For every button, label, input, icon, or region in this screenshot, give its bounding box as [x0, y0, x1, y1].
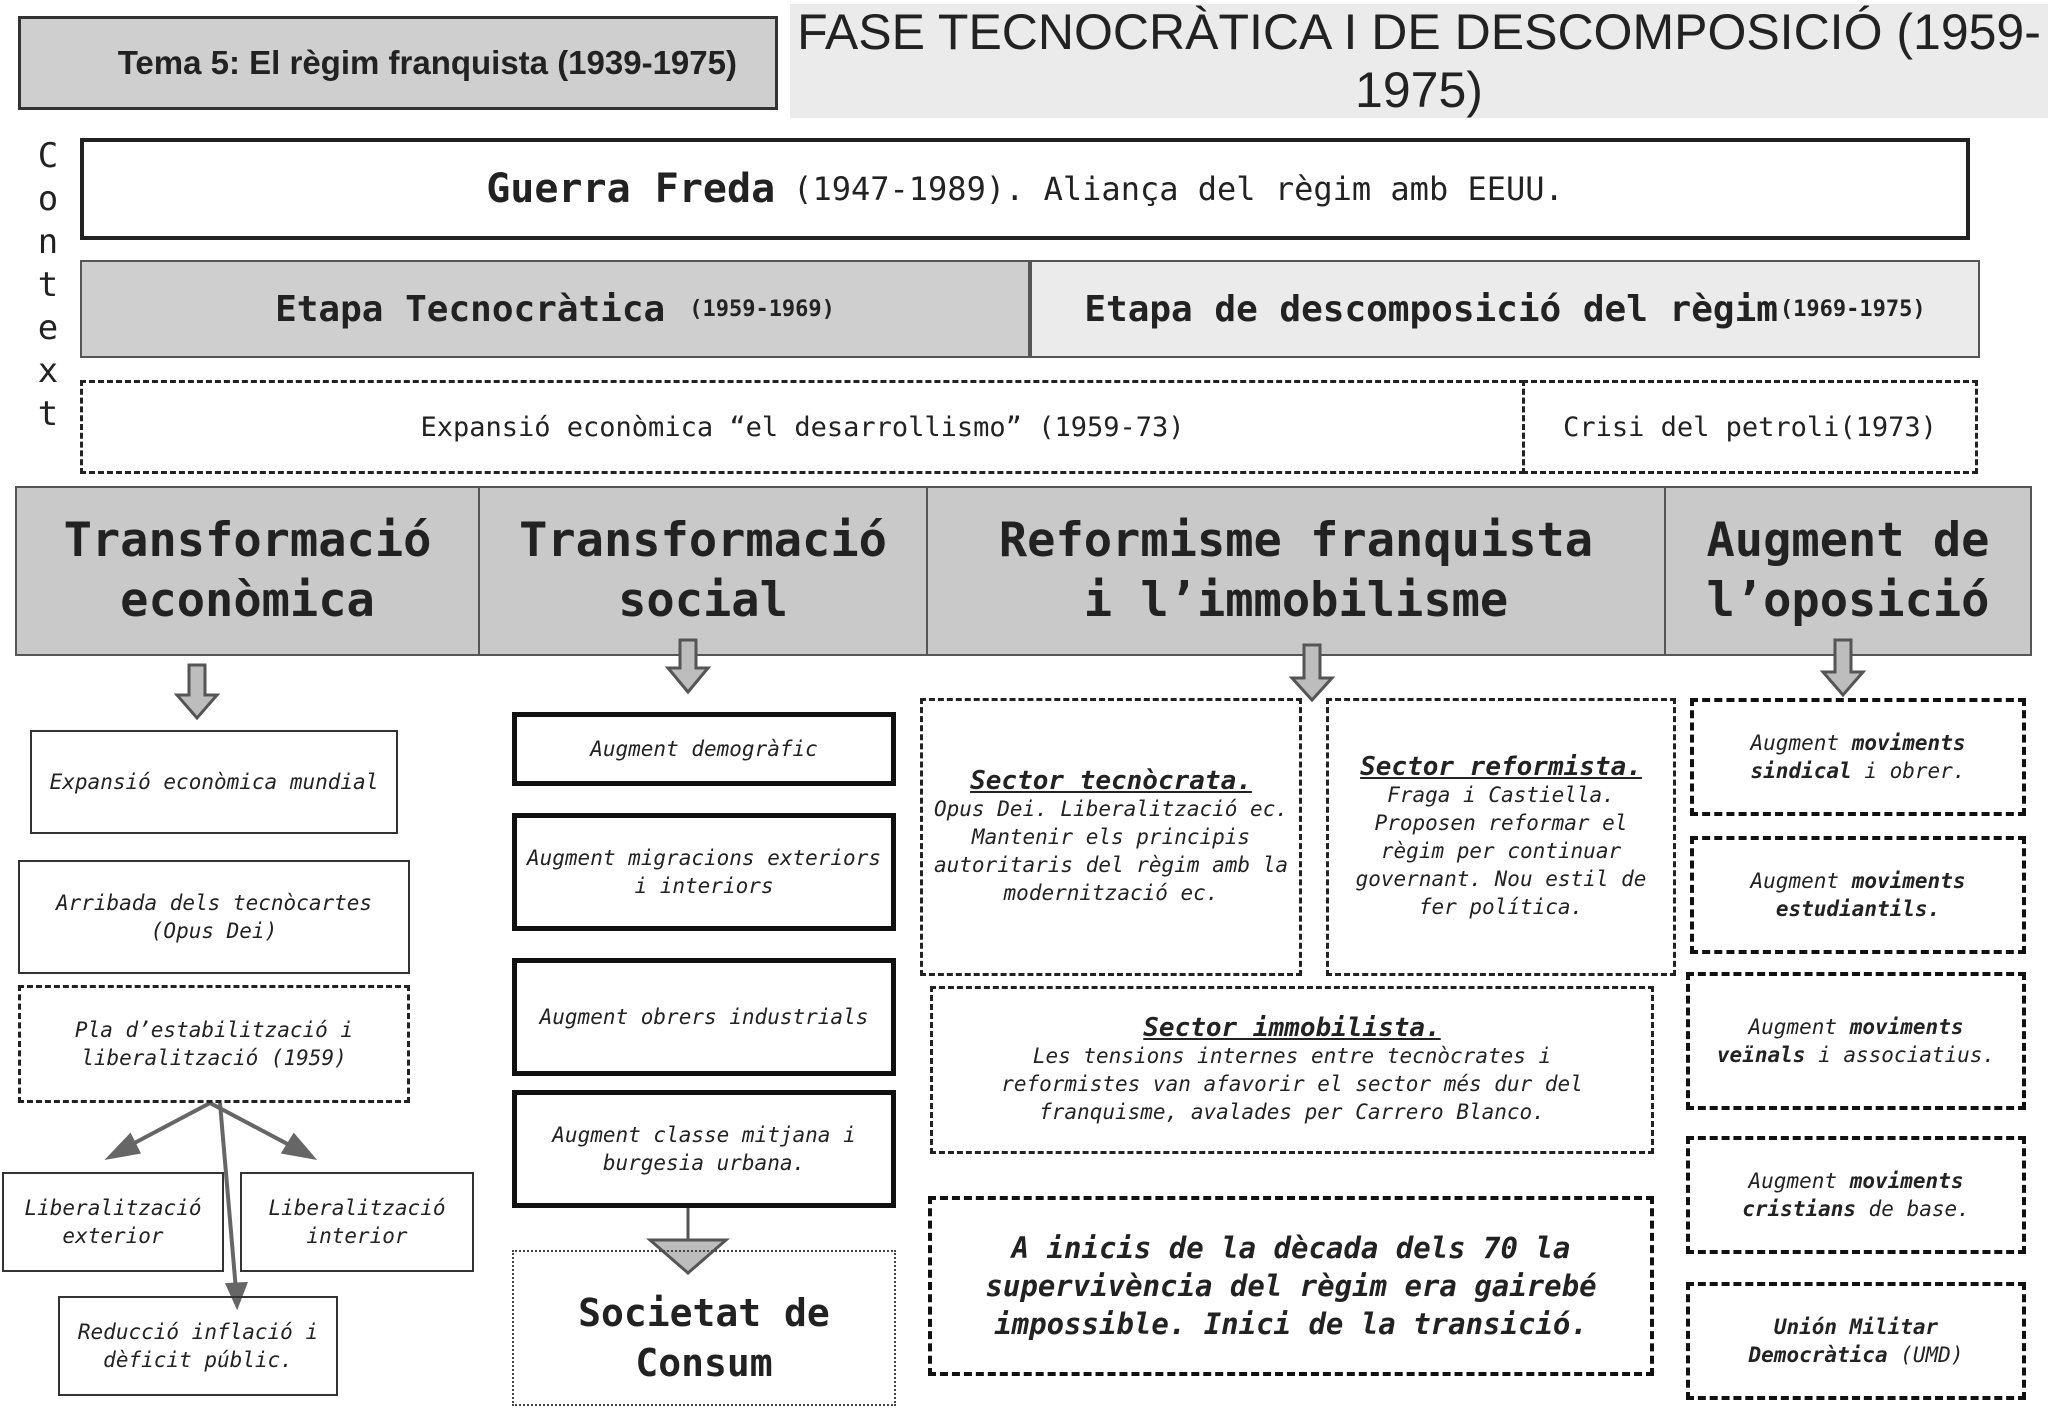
header-reform-line2: i l’immobilisme — [1083, 573, 1509, 628]
box-world-expansion: Expansió econòmica mundial — [30, 730, 398, 834]
box-demographic: Augment demogràfic — [512, 712, 896, 786]
stage-technocratic-title: Etapa Tecnocràtica — [275, 288, 666, 330]
box-lib-interior: Liberalització interior — [240, 1172, 474, 1272]
arrow-reform — [1292, 645, 1332, 700]
header-economic-line1: Transformació — [63, 513, 432, 568]
opp-neighbours-bold: moviments veïnals — [1716, 1015, 1964, 1067]
phase-title: FASE TECNOCRÀTICA I DE DESCOMPOSICIÓ (1959-1975) — [790, 4, 2048, 118]
context-letter: o — [37, 179, 59, 219]
technocrat-text: Opus Dei. Liberalització ec. Mantenir els principis autoritaris del règim amb la modernització ec. — [933, 797, 1288, 905]
header-opposition-line1: Augment de — [1706, 513, 1990, 568]
opp-christian-pre: Augment — [1748, 1169, 1838, 1193]
opp-union-post: i obrer. — [1864, 759, 1966, 783]
context-letter: x — [37, 351, 59, 391]
box-reformist-sector — [1326, 698, 1676, 976]
context-letter: t — [37, 265, 59, 305]
box-opp-christian — [1686, 1136, 2026, 1254]
stage-decomposition-years: (1969-1975) — [1779, 296, 1926, 322]
cold-war-title: Guerra Freda — [486, 166, 776, 212]
context-letter: n — [37, 222, 59, 262]
header-social-line2: social — [618, 573, 788, 628]
opp-union-pre: Augment — [1750, 731, 1840, 755]
box-technocrat-sector — [920, 698, 1302, 976]
header-economic-line2: econòmica — [120, 573, 375, 628]
topic-title: Tema 5: El règim franquista (1939-1975) — [117, 44, 737, 81]
reformist-text: Fraga i Castiella. Proposen reformar el règim per continuar governant. Nou estil de fer política. — [1355, 783, 1647, 919]
box-opp-umd — [1686, 1282, 2026, 1400]
immobilist-text: Les tensions internes entre tecnòcrates i reformistes van afavorir el sector més dur del franquisme, avalades per Carrero Blanco. — [1001, 1044, 1583, 1124]
box-immobilist-sector — [930, 986, 1654, 1154]
cold-war-text: (1947-1989). Aliança del règim amb EEUU. — [793, 170, 1564, 208]
stage-decomposition-title: Etapa de descomposició del règim — [1084, 288, 1778, 330]
box-technocrats: Arribada dels tecnòcartes (Opus Dei) — [18, 860, 410, 974]
opp-umd-post: (UMD) — [1900, 1343, 1964, 1367]
header-reform-line1: Reformisme franquista — [998, 513, 1594, 568]
opp-students-bold: moviments estudiantils. — [1775, 869, 1966, 921]
arrow-opposition — [1823, 640, 1863, 695]
stage-technocratic-years: (1959-1969) — [689, 296, 835, 322]
context-letter: e — [37, 308, 59, 348]
header-social-line1: Transformació — [519, 513, 887, 568]
arrow-economic — [177, 665, 217, 718]
opp-union-bold: moviments sindical — [1750, 731, 1966, 783]
arrow-social — [668, 640, 708, 692]
opp-students-pre: Augment — [1750, 869, 1840, 893]
header-opposition-line2: l’oposició — [1706, 573, 1990, 628]
box-consumer-society: Societat de Consum — [512, 1250, 896, 1406]
box-inflation: Reducció inflació i dèficit públic. — [58, 1296, 338, 1396]
immobilist-title: Sector immobilista. — [1143, 1013, 1441, 1043]
box-middle-class: Augment classe mitjana i burgesia urbana. — [512, 1090, 896, 1208]
box-stabilization-plan: Pla d’estabilització i liberalització (1959) — [18, 985, 410, 1103]
box-conclusion: A inicis de la dècada dels 70 la supervivència del règim era gairebé impossible. Inici de la transició. — [928, 1196, 1654, 1376]
opp-christian-post: de base. — [1868, 1197, 1970, 1221]
context-letter: t — [37, 394, 59, 434]
reformist-title: Sector reformista. — [1360, 752, 1642, 782]
technocrat-title: Sector tecnòcrata. — [970, 766, 1252, 796]
box-workers: Augment obrers industrials — [512, 958, 896, 1076]
box-migrations: Augment migracions exteriors i interiors — [512, 813, 896, 931]
context-letter: C — [37, 136, 59, 176]
opp-neighbours-pre: Augment — [1748, 1015, 1838, 1039]
box-opp-union — [1690, 698, 2026, 816]
expansion-box: Expansió econòmica “el desarrollismo” (1959-73) — [80, 380, 1525, 474]
opp-neighbours-post: i associatius. — [1818, 1043, 1996, 1067]
box-opp-neighbours — [1686, 972, 2026, 1110]
opp-christian-bold: moviments cristians — [1742, 1169, 1964, 1221]
opp-umd-bold: Unión Militar Democràtica — [1748, 1315, 1939, 1367]
box-opp-students — [1690, 836, 2026, 954]
box-lib-exterior: Liberalització exterior — [2, 1172, 224, 1272]
oil-crisis-box: Crisi del petroli(1973) — [1522, 380, 1978, 474]
